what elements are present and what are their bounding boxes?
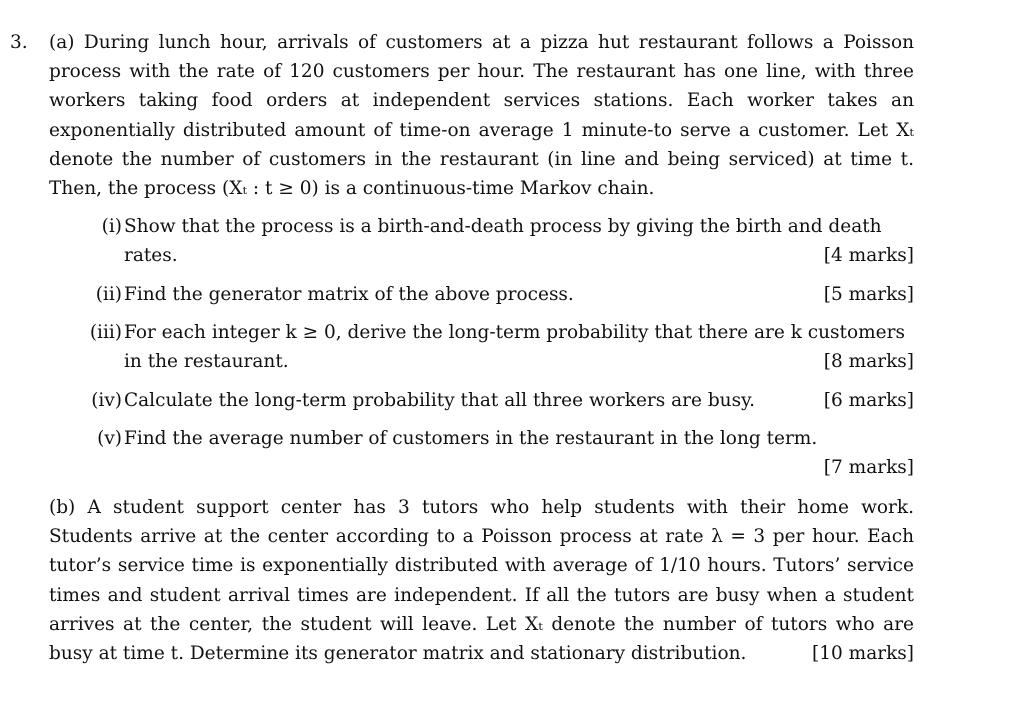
sub-question-label: (ii) <box>95 284 122 305</box>
sub-question-text: Show that the process is a birth-and-death process by giving the birth and death <box>124 216 882 237</box>
marks-label: [8 marks] <box>823 351 914 372</box>
sub-question-text: Find the generator matrix of the above process. <box>124 284 574 305</box>
part-a-paragraph <box>49 28 914 203</box>
marks-label: [7 marks] <box>823 457 914 478</box>
sub-question-text: Find the average number of customers in the restaurant in the long term. <box>124 428 818 449</box>
sub-question-label: (iii) <box>89 322 122 343</box>
part-b-paragraph <box>49 493 914 668</box>
marks-label: [6 marks] <box>823 390 914 411</box>
sub-question-text: Calculate the long-term probability that all three workers are busy. <box>124 390 755 411</box>
part-b-text: A student support center has 3 tutors who help students with their home work. Students arrive at the center according to a Poisson process at rate λ = 3 per hour. Each tutor’s service time is exponentially distributed with average of 1/10 hours. Tutors’ service times and student arrival times are independent. If all the tutors are busy when a student arrives at the center, the student will leave. Let Xₜ denote the number of tutors who are busy at time t. Determine its generator matrix and stationary distribution. <box>49 497 914 665</box>
part-b-label: (b) <box>49 497 76 518</box>
question-number: 3. <box>10 32 28 53</box>
sub-question-text: For each integer k ≥ 0, derive the long-term probability that there are k customers <box>124 322 905 343</box>
sub-question-text-continued: in the restaurant. <box>124 351 289 372</box>
sub-question-label: (iv) <box>91 390 122 411</box>
marks-label: [5 marks] <box>823 284 914 305</box>
part-a-text: During lunch hour, arrivals of customers at a pizza hut restaurant follows a Poisson process with the rate of 120 customers per hour. The restaurant has one line, with three workers taking food orders at independent services stations. Each worker takes an exponentially distributed amount of time-on average 1 minute-to serve a customer. Let Xₜ denote the number of customers in the restaurant (in line and being serviced) at time t. Then, the process (Xₜ : t ≥ 0) is a continuous-time Markov chain. <box>49 32 914 200</box>
sub-question-label: (i) <box>101 216 122 237</box>
part-a-label: (a) <box>49 32 75 53</box>
marks-label: [10 marks] <box>812 643 914 665</box>
sub-question-label: (v) <box>97 428 122 449</box>
marks-label: [4 marks] <box>823 245 914 266</box>
sub-question-text-continued: rates. <box>124 245 178 266</box>
